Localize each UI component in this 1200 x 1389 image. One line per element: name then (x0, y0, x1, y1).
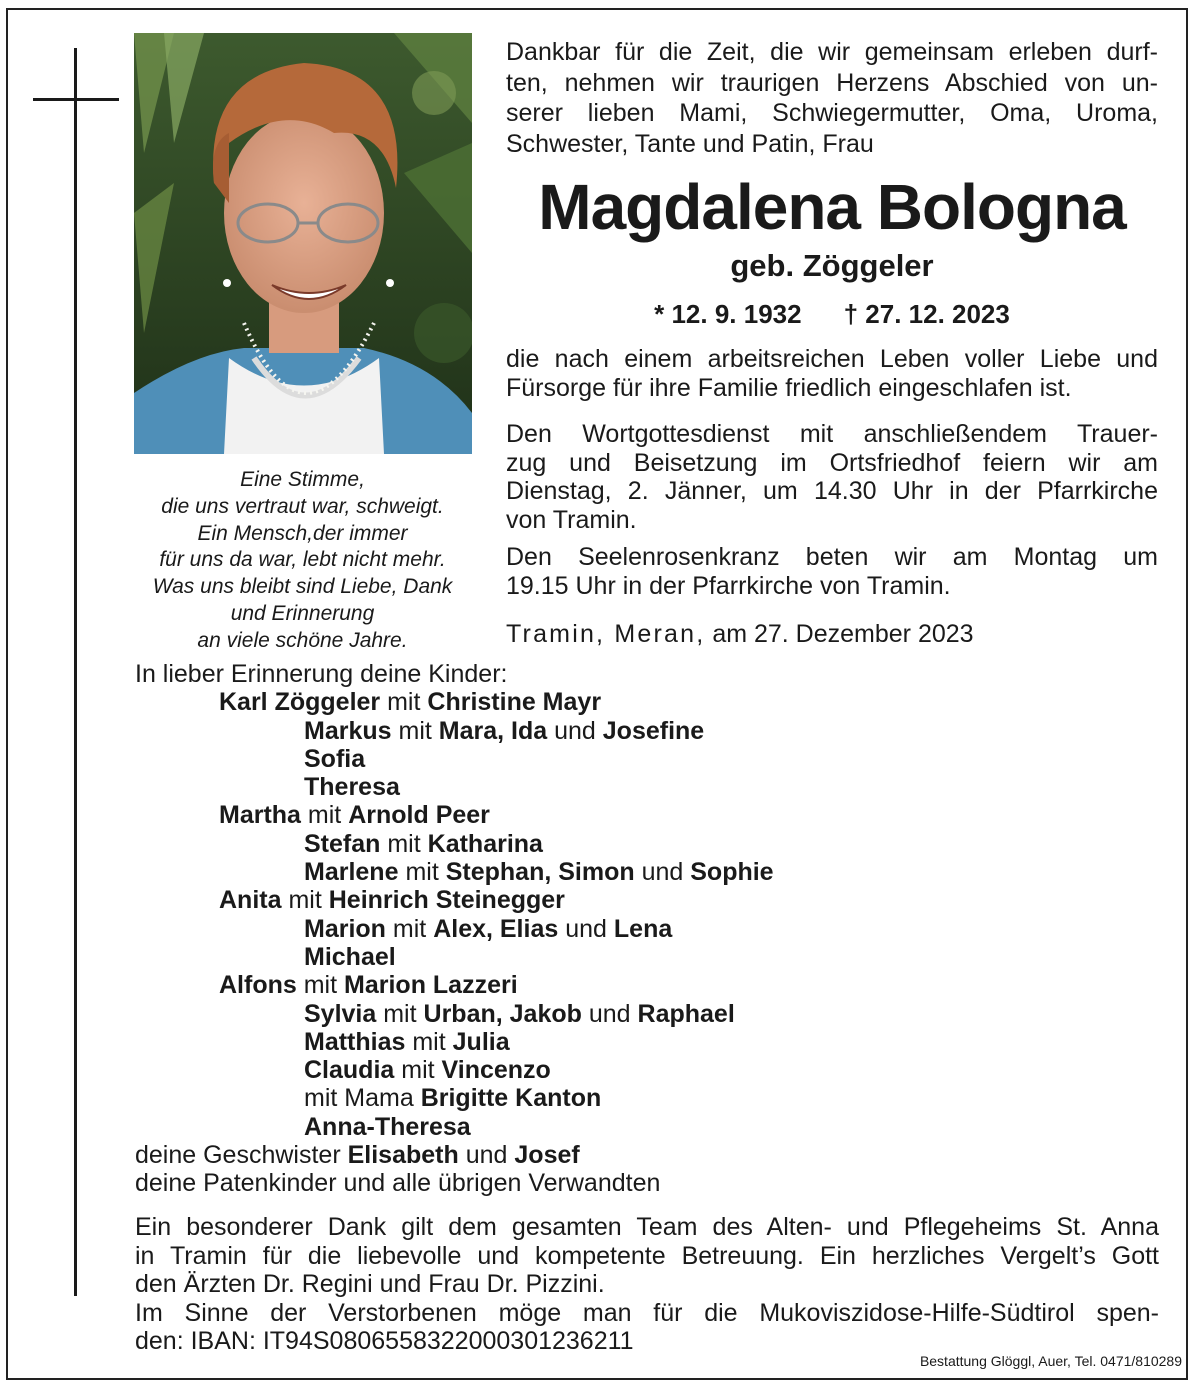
family-line: deine Geschwister Elisabeth und Josef (135, 1141, 580, 1170)
family-line: Markus mit Mara, Ida und Josefine (304, 716, 705, 745)
passing-paragraph (506, 345, 1158, 402)
thanks-line: den Ärzten Dr. Regini und Frau Dr. Pizzini. (135, 1270, 605, 1298)
deceased-name: Magdalena Bologna (538, 171, 1126, 243)
family-line: Michael (304, 942, 396, 971)
intro-line: ten, nehmen wir traurigen Herzens Abschied von un- (506, 68, 1158, 97)
service-line: Den Wortgottesdienst mit anschließendem Trauer- (506, 420, 1158, 448)
thanks-line: Im Sinne der Verstorbenen möge man für die Mukoviszidose-Hilfe-Südtirol spen- (135, 1298, 1159, 1327)
life-dates (506, 296, 1158, 332)
quote-line: Ein Mensch,der immer (197, 521, 408, 545)
service-paragraph (506, 420, 1158, 534)
quote-line: Eine Stimme, (240, 468, 365, 491)
family-line: deine Patenkinder und alle übrigen Verwandten (135, 1169, 661, 1198)
family-line: Marlene mit Stephan, Simon und Sophie (304, 858, 774, 887)
funeral-home-credit: Bestattung Glöggl, Auer, Tel. 0471/810289 (919, 1353, 1182, 1369)
family-line: Anita mit Heinrich Steinegger (219, 886, 565, 915)
family-intro: In lieber Erinnerung deine Kinder: (135, 660, 508, 688)
family-line: Stefan mit Katharina (304, 829, 543, 858)
place: Tramin, Meran, (506, 620, 706, 648)
quote-line: und Erinnerung (230, 601, 375, 625)
thanks-line: Ein besonderer Dank gilt dem gesamten Team des Alten- und Pflegeheims St. Anna (135, 1213, 1159, 1241)
passing-line: die nach einem arbeitsreichen Leben voller Liebe und (506, 345, 1158, 373)
family-line: mit Mama Brigitte Kanton (304, 1084, 602, 1113)
rosary-line: Den Seelenrosenkranz beten wir am Montag um (506, 543, 1158, 571)
family-line: Karl Zöggeler mit Christine Mayr (219, 688, 602, 717)
thanks-line: in Tramin für die liebevolle und kompetente Betreuung. Ein herzliches Vergelt’s Gott (135, 1241, 1159, 1270)
maiden-name: geb. Zöggeler (730, 248, 934, 283)
intro-line: Schwester, Tante und Patin, Frau (506, 130, 874, 159)
family-line: Anna-Theresa (304, 1112, 471, 1141)
family-line: Sofia (304, 744, 366, 773)
family-line: Matthias mit Julia (304, 1027, 510, 1056)
family-list (135, 660, 1165, 1198)
family-line: Alfons mit Marion Lazzeri (219, 971, 518, 1000)
memorial-quote (130, 467, 475, 655)
service-line: zug und Beisetzung im Ortsfriedhof feiern wir am (506, 448, 1158, 477)
portrait-photo (134, 33, 472, 454)
family-line: Sylvia mit Urban, Jakob und Raphael (304, 999, 735, 1028)
family-line: Theresa (304, 773, 400, 802)
birth-date: * 12. 9. 1932 (654, 299, 802, 329)
intro-line: Dankbar für die Zeit, die wir gemeinsam erleben durf- (506, 38, 1158, 66)
family-line: Claudia mit Vincenzo (304, 1056, 551, 1085)
service-line: von Tramin. (506, 505, 637, 534)
death-date: † 27. 12. 2023 (843, 299, 1010, 329)
passing-line: Fürsorge für ihre Familie friedlich eingeschlafen ist. (506, 373, 1072, 402)
thanks-line: den: IBAN: IT94S0806558322000301236211 (135, 1327, 634, 1355)
cross-icon-bar (33, 98, 119, 101)
thanks-paragraph (135, 1213, 1159, 1356)
family-line: Marion mit Alex, Elias und Lena (304, 914, 673, 943)
quote-line: für uns da war, lebt nicht mehr. (159, 548, 446, 572)
intro-line: serer lieben Mami, Schwiegermutter, Oma, Uroma, (506, 99, 1158, 128)
rosary-paragraph (506, 543, 1158, 600)
family-line: Martha mit Arnold Peer (219, 801, 490, 830)
intro-paragraph (506, 37, 1158, 160)
quote-line: die uns vertraut war, schweigt. (161, 494, 444, 518)
cross-icon (74, 48, 77, 1296)
quote-line: Was uns bleibt sind Liebe, Dank (152, 575, 453, 599)
quote-line: an viele schöne Jahre. (197, 628, 408, 652)
date-line: am 27. Dezember 2023 (712, 620, 974, 648)
service-line: Dienstag, 2. Jänner, um 14.30 Uhr in der Pfarrkirche (506, 477, 1158, 505)
place-date (506, 618, 1158, 650)
rosary-line: 19.15 Uhr in der Pfarrkirche von Tramin. (506, 571, 951, 600)
